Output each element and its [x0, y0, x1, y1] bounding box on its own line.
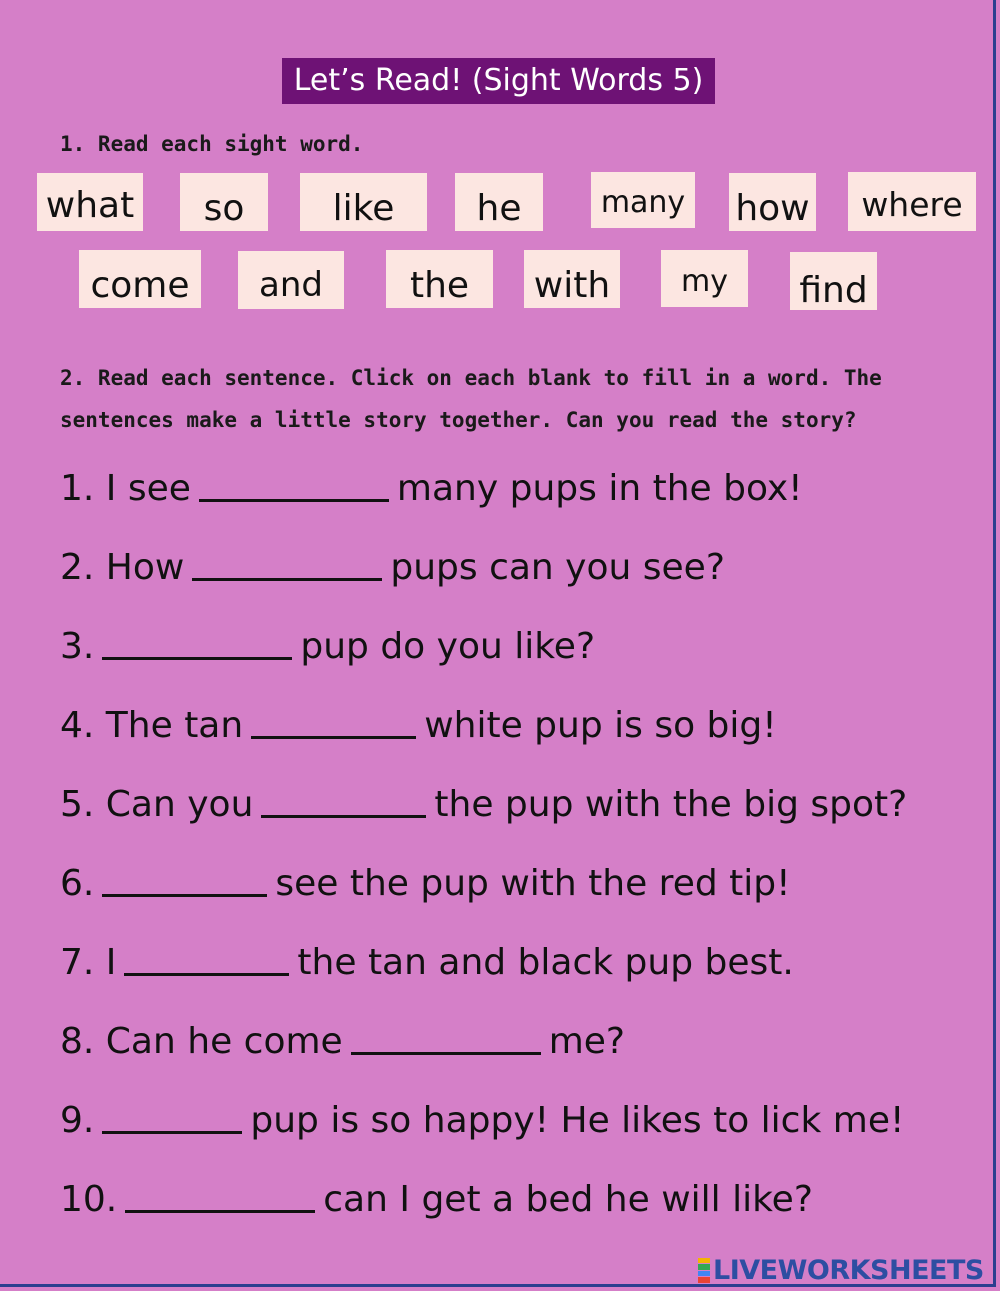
blank-3[interactable]: [102, 627, 292, 660]
sentence-1-before: 1. I see: [60, 468, 191, 509]
sentence-2-before: 2. How: [60, 547, 185, 588]
sentence-10-before: 10.: [60, 1179, 118, 1220]
logo-mark-i: [698, 1264, 710, 1270]
word-tile-so[interactable]: so: [180, 173, 268, 231]
word-tile-how[interactable]: how: [729, 173, 816, 231]
sentence-5-before: 5. Can you: [60, 784, 254, 825]
sentence-5: [60, 783, 907, 827]
sentence-10-after: can I get a bed he will like?: [323, 1179, 813, 1220]
instruction-step-2-line-1: 2. Read each sentence. Click on each blank to fill in a word. The: [60, 366, 882, 390]
word-tile-many[interactable]: many: [591, 172, 695, 228]
blank-8[interactable]: [351, 1022, 541, 1055]
sentence-7: [60, 941, 794, 985]
word-tile-and[interactable]: and: [238, 251, 344, 309]
liveworksheets-mark-icon: [698, 1257, 710, 1283]
sentence-4: [60, 704, 777, 748]
blank-1[interactable]: [199, 469, 389, 502]
word-tile-find[interactable]: find: [790, 252, 877, 310]
word-tile-like[interactable]: like: [300, 173, 427, 231]
instruction-step-1: 1. Read each sight word.: [60, 132, 364, 156]
sentence-7-after: the tan and black pup best.: [297, 942, 794, 983]
blank-10[interactable]: [125, 1180, 315, 1213]
sentence-9: [60, 1099, 904, 1143]
logo-mark-e: [698, 1277, 710, 1283]
sentence-4-before: 4. The tan: [60, 705, 244, 746]
page-title: Let’s Read! (Sight Words 5): [282, 58, 715, 104]
word-tile-with[interactable]: with: [524, 250, 620, 308]
instruction-step-2-line-2: sentences make a little story together. Can you read the story?: [60, 408, 857, 432]
sentence-8: [60, 1020, 625, 1064]
liveworksheets-brand: LIVEWORKSHEETS: [713, 1254, 984, 1286]
blank-9[interactable]: [102, 1101, 242, 1134]
sentence-6-before: 6.: [60, 863, 95, 904]
sentence-3: [60, 625, 595, 669]
sentence-7-before: 7. I: [60, 942, 117, 983]
sentence-1-after: many pups in the box!: [396, 468, 803, 509]
blank-4[interactable]: [251, 706, 416, 739]
liveworksheets-logo[interactable]: [698, 1255, 984, 1285]
sentence-6-after: see the pup with the red tip!: [275, 863, 791, 904]
sentence-3-before: 3.: [60, 626, 95, 667]
word-tile-my[interactable]: my: [661, 250, 748, 307]
sentence-8-before: 8. Can he come: [60, 1021, 343, 1062]
word-tile-where[interactable]: where: [848, 172, 976, 231]
sentence-9-after: pup is so happy! He likes to lick me!: [250, 1100, 905, 1141]
blank-6[interactable]: [102, 864, 267, 897]
word-tile-the[interactable]: the: [386, 250, 493, 308]
sentence-9-before: 9.: [60, 1100, 95, 1141]
logo-mark-v: [698, 1271, 710, 1277]
word-tile-what[interactable]: what: [37, 173, 143, 231]
sentence-10: [60, 1178, 813, 1222]
sentence-1: [60, 467, 803, 511]
blank-7[interactable]: [124, 943, 289, 976]
word-tile-he[interactable]: he: [455, 173, 543, 231]
sentence-6: [60, 862, 791, 906]
sentence-3-after: pup do you like?: [300, 626, 596, 667]
sentence-2-after: pups can you see?: [390, 547, 725, 588]
logo-mark-l: [698, 1258, 710, 1264]
word-tile-come[interactable]: come: [79, 250, 201, 308]
sentence-2: [60, 546, 725, 590]
sentence-4-after: white pup is so big!: [424, 705, 777, 746]
sentence-5-after: the pup with the big spot?: [434, 784, 908, 825]
blank-5[interactable]: [261, 785, 426, 818]
sentence-8-after: me?: [548, 1021, 626, 1062]
blank-2[interactable]: [192, 548, 382, 581]
